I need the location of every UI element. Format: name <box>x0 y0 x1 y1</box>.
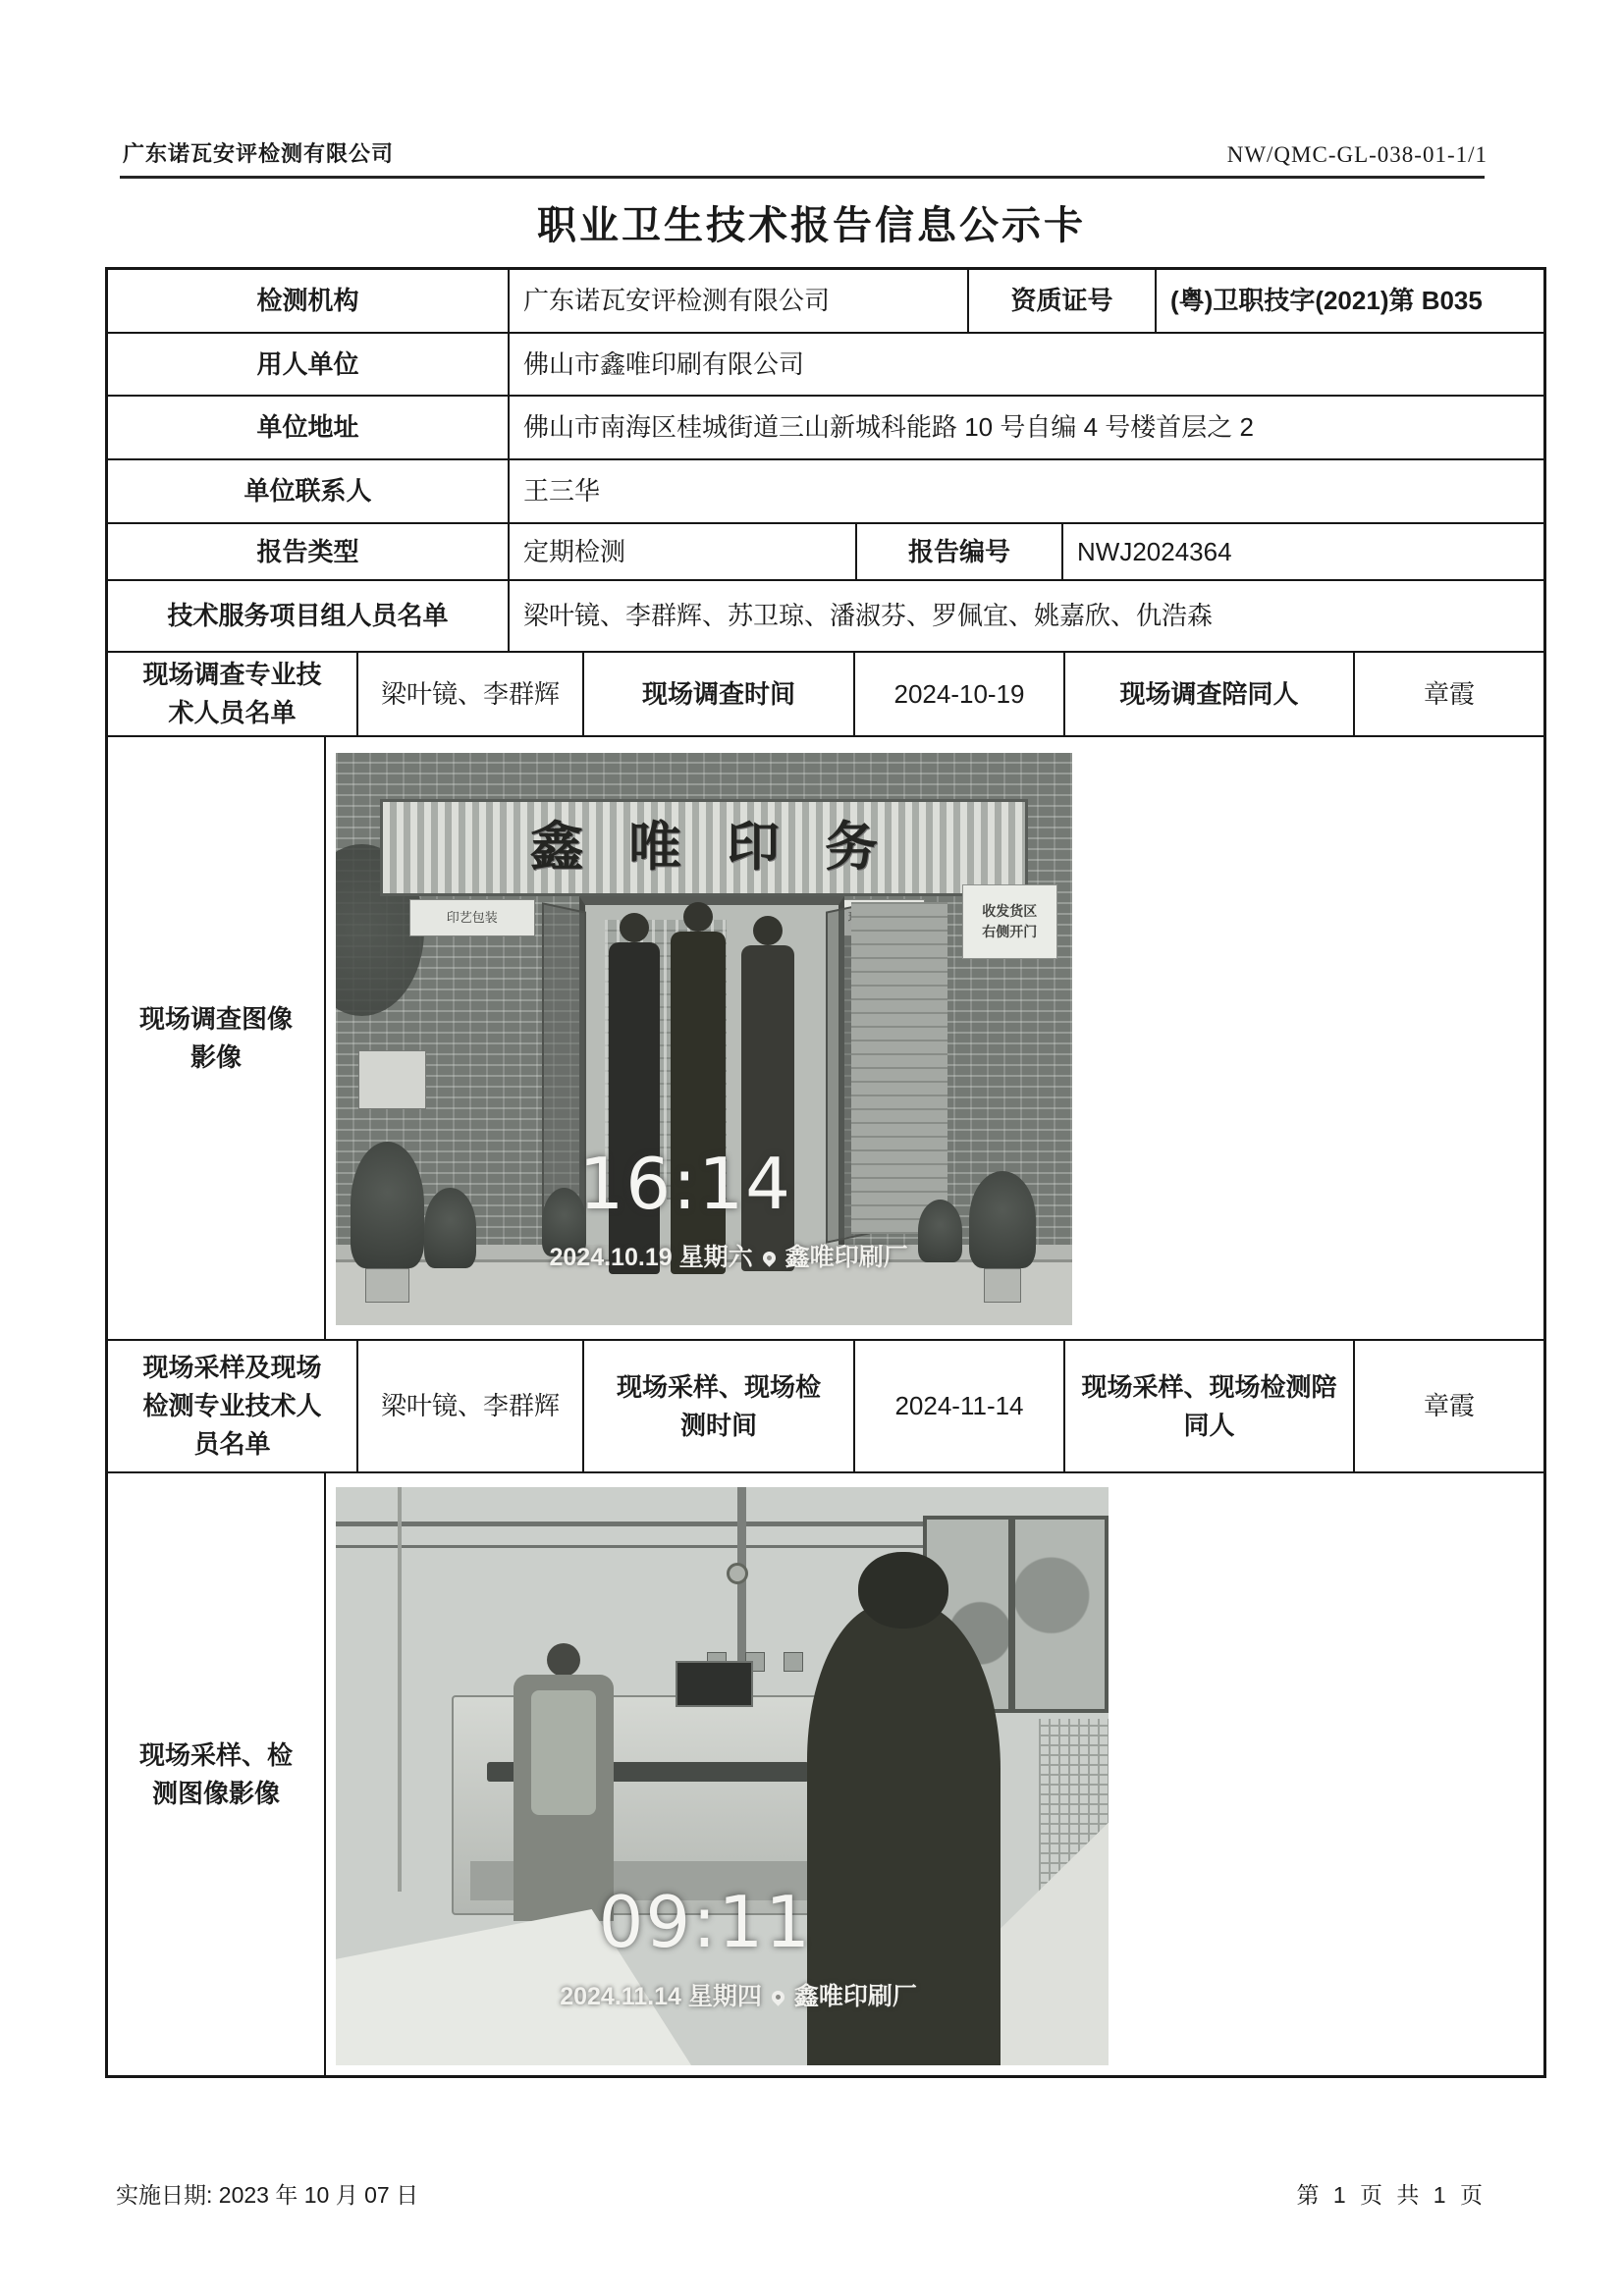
footer-page-number: 第 1 页 共 1 页 <box>1296 2182 1487 2208</box>
sampling-escort-label: 现场采样、现场检测陪同人 <box>1065 1341 1355 1471</box>
plant-shape <box>424 1188 476 1268</box>
team-label: 技术服务项目组人员名单 <box>108 581 510 651</box>
row-address <box>108 397 1543 460</box>
flower-pot-shape <box>984 1268 1021 1303</box>
sub-sign-left: 印艺包装 <box>409 899 535 936</box>
storefront-sign-text: 鑫唯印务 <box>530 817 923 877</box>
header-doc-code: NW/QMC-GL-038-01-1/1 <box>1226 142 1488 167</box>
photo-timestamp-time: 09:11 <box>598 1880 813 1963</box>
survey-photo-label: 现场调查图像影像 <box>108 737 326 1339</box>
window-mullion <box>1008 1520 1015 1708</box>
warning-sign-shape <box>784 1652 803 1672</box>
sampling-time-label: 现场采样、现场检测时间 <box>584 1341 855 1471</box>
wall-corner-line <box>398 1487 402 1892</box>
contact-label: 单位联系人 <box>108 460 510 522</box>
survey-escort-value: 章霞 <box>1423 678 1475 709</box>
sampling-staff-names: 梁叶镜、李群辉 <box>358 1341 584 1471</box>
ac-unit-shape <box>358 1050 427 1109</box>
location-pin-icon <box>760 1249 778 1266</box>
row-report-type <box>108 524 1543 581</box>
machine-monitor-shape <box>676 1661 753 1707</box>
photo-location-text: 鑫唯印刷厂 <box>784 1243 908 1271</box>
header-divider <box>120 176 1485 179</box>
survey-photo <box>336 753 1072 1325</box>
row-sampling <box>108 1341 1543 1473</box>
employer-label: 用人单位 <box>108 334 510 395</box>
valve-gauge-shape <box>727 1563 748 1584</box>
employer-value: 佛山市鑫唯印刷有限公司 <box>523 348 805 379</box>
row-sampling-photo <box>108 1473 1543 2075</box>
survey-escort-label: 现场调查陪同人 <box>1065 653 1355 735</box>
survey-time-value: 2024-10-19 <box>855 653 1065 735</box>
footer-implementation-date: 实施日期: 2023 年 10 月 07 日 <box>116 2182 419 2208</box>
sampling-photo-cell <box>326 1473 1543 2075</box>
sampling-staff-label: 现场采样及现场检测专业技术人员名单 <box>108 1341 358 1471</box>
page-title: 职业卫生技术报告信息公示卡 <box>537 204 1086 247</box>
photo-timestamp-date <box>560 1979 917 2016</box>
org-label: 检测机构 <box>108 270 510 332</box>
survey-staff-names: 梁叶镜、李群辉 <box>358 653 584 735</box>
report-type-label: 报告类型 <box>108 524 510 579</box>
team-value: 梁叶镜、李群辉、苏卫琼、潘淑芬、罗佩宜、姚嘉欣、仇浩森 <box>523 601 1214 630</box>
goods-area-sign <box>962 884 1058 959</box>
cert-no-label: 资质证号 <box>969 270 1157 332</box>
plant-shape <box>918 1200 962 1262</box>
survey-photo-cell <box>326 737 1543 1339</box>
photo-date-text: 2024.10.19 星期六 <box>549 1243 753 1271</box>
glass-panel-shape <box>851 902 947 1234</box>
row-inspection-org <box>108 270 1543 334</box>
row-survey-photo <box>108 737 1543 1341</box>
address-label: 单位地址 <box>108 397 510 458</box>
org-value: 广东诺瓦安评检测有限公司 <box>510 270 969 332</box>
info-table <box>105 267 1546 2078</box>
page-footer <box>116 2177 1487 2210</box>
plant-shape <box>351 1142 424 1267</box>
cert-no-value: (粤)卫职技字(2021)第 B035 <box>1170 286 1483 315</box>
sampling-photo <box>336 1487 1109 2065</box>
row-project-team <box>108 581 1543 653</box>
survey-staff-label: 现场调查专业技术人员名单 <box>108 653 358 735</box>
goods-area-sign-line1: 收发货区 <box>982 902 1038 919</box>
header-company-name: 广东诺瓦安评检测有限公司 <box>123 141 395 166</box>
flower-pot-shape <box>365 1268 409 1303</box>
photo-date-text: 2024.11.14 星期四 <box>560 1982 762 2010</box>
report-no-value: NWJ2024364 <box>1077 536 1232 566</box>
photo-timestamp-time: 16:14 <box>578 1142 792 1225</box>
sampling-photo-label: 现场采样、检测图像影像 <box>108 1473 326 2075</box>
goods-area-sign-line2: 右侧开门 <box>982 923 1038 939</box>
report-type-value: 定期检测 <box>510 524 857 579</box>
address-value: 佛山市南海区桂城街道三山新城科能路 10 号自编 4 号楼首层之 2 <box>523 412 1254 442</box>
row-contact <box>108 460 1543 524</box>
location-pin-icon <box>769 1988 786 2005</box>
sampling-escort-value: 章霞 <box>1423 1391 1475 1420</box>
row-survey <box>108 653 1543 737</box>
report-no-label: 报告编号 <box>857 524 1063 579</box>
plant-shape <box>969 1171 1036 1268</box>
page-header <box>123 137 1488 168</box>
photo-timestamp-date <box>550 1240 908 1277</box>
sampling-time-value: 2024-11-14 <box>855 1341 1065 1471</box>
row-employer <box>108 334 1543 397</box>
survey-time-label: 现场调查时间 <box>584 653 855 735</box>
contact-value: 王三华 <box>523 476 601 506</box>
photo-location-text: 鑫唯印刷厂 <box>793 1982 917 2010</box>
storefront-sign <box>380 799 1028 896</box>
